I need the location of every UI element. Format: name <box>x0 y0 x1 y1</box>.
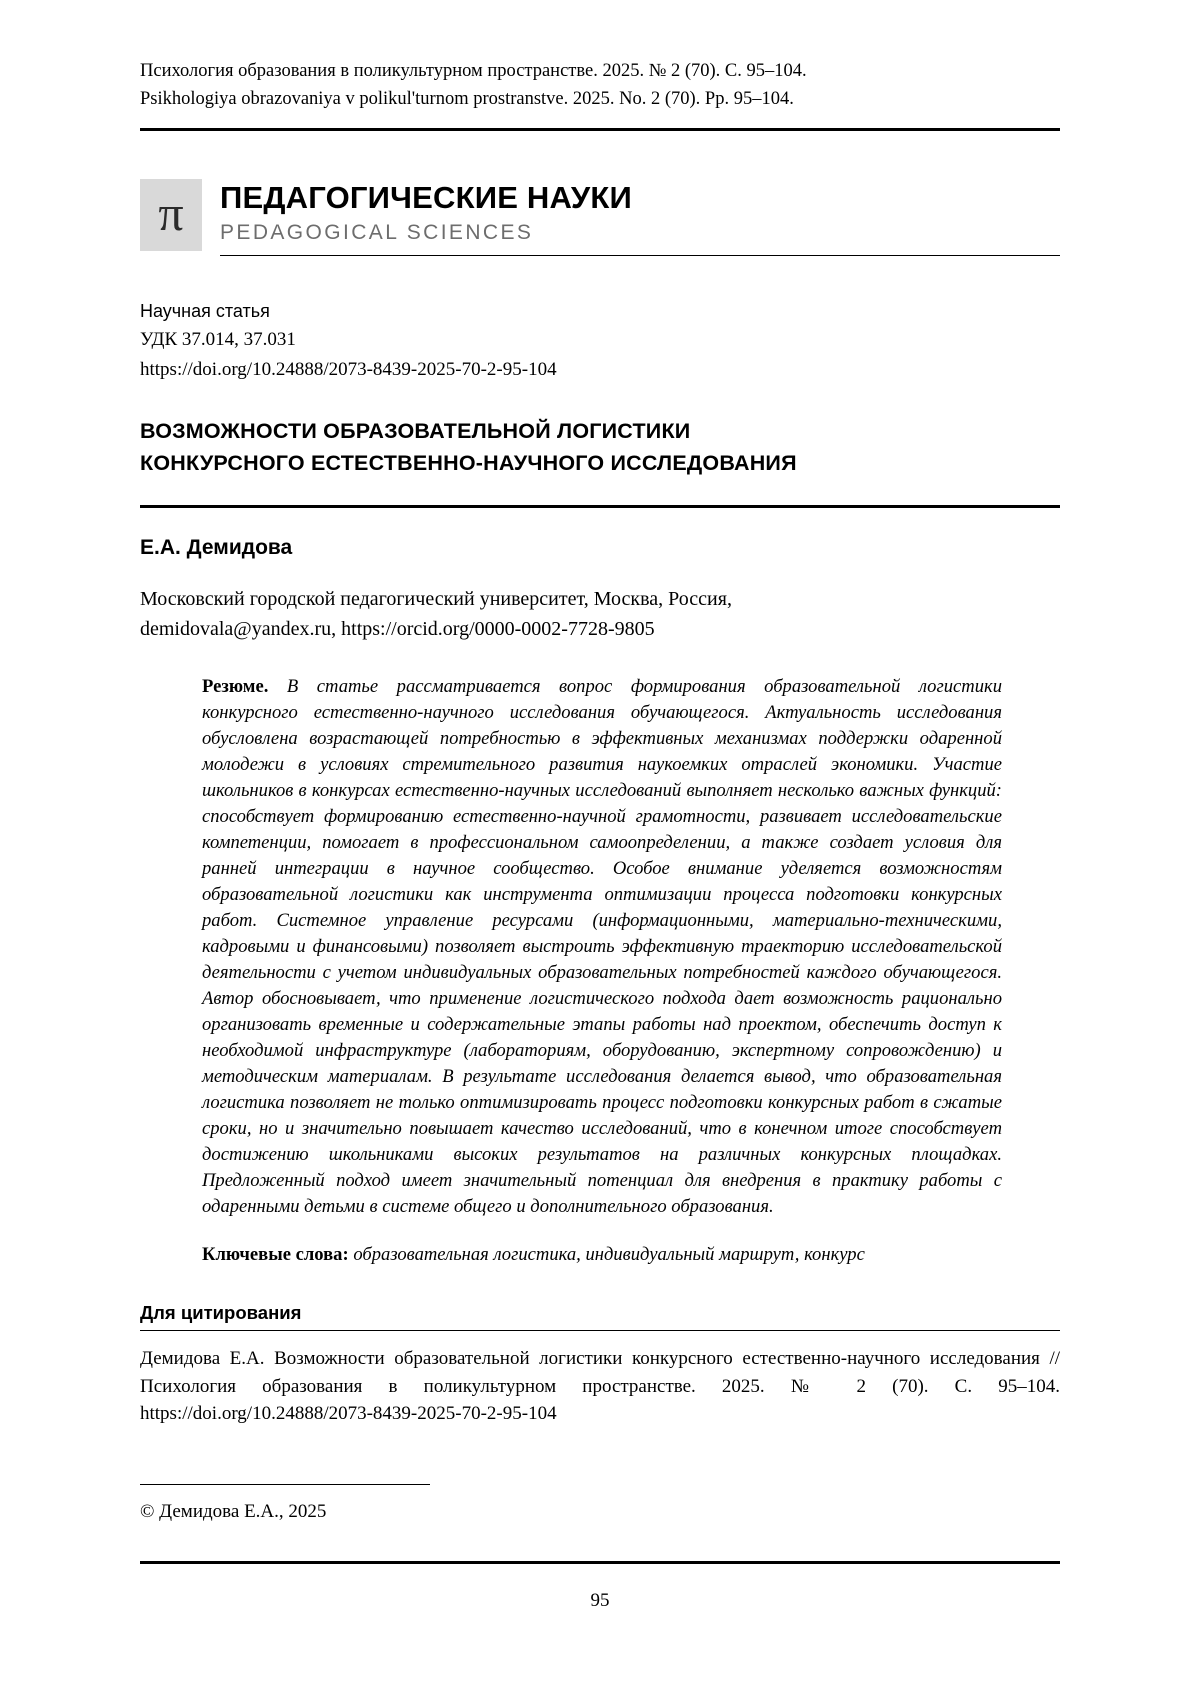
pi-glyph: π <box>158 184 184 241</box>
citation-heading: Для цитирования <box>140 1302 302 1324</box>
doi-link[interactable]: https://doi.org/10.24888/2073-8439-2025-70-2-95-104 <box>140 358 557 380</box>
abstract-label: Резюме. <box>202 675 269 697</box>
section-divider <box>220 255 1060 256</box>
section-titles <box>220 179 1060 256</box>
copyright-notice: © Демидова Е.А., 2025 <box>140 1501 327 1523</box>
running-head-line-ru: Психология образования в поликультурном пространстве. 2025. № 2 (70). С. 95–104. <box>140 61 807 81</box>
keywords-text: образовательная логистика, индивидуальный маршрут, конкурс <box>348 1244 865 1266</box>
header-divider <box>140 128 1060 131</box>
footnote-rule <box>140 1484 430 1485</box>
citation-divider <box>140 1330 1060 1331</box>
page <box>140 0 1060 1697</box>
pi-logo-icon <box>140 179 202 251</box>
keywords-label: Ключевые слова: <box>202 1244 349 1266</box>
udk-code: УДК 37.014, 37.031 <box>140 329 296 351</box>
affiliation-contacts[interactable]: demidovala@yandex.ru, https://orcid.org/0000-0002-7728-9805 <box>140 617 655 640</box>
footer-divider <box>140 1561 1060 1564</box>
article-meta <box>140 298 1060 385</box>
running-head <box>140 0 1060 114</box>
article-title-line1: ВОЗМОЖНОСТИ ОБРАЗОВАТЕЛЬНОЙ ЛОГИСТИКИ <box>140 419 691 444</box>
article-title-line2: КОНКУРСНОГО ЕСТЕСТВЕННО-НАУЧНОГО ИССЛЕДОВАНИЯ <box>140 450 797 475</box>
citation-text: Демидова Е.А. Возможности образовательной логистики конкурсного естественно-научного исследования // Психология образования в поликультурном пространстве. 2025. № 2 (70). С. 95–104. https://doi.org/10.24888/2073-8439-2025-70-2-95-104 <box>140 1348 1060 1425</box>
section-title-ru: ПЕДАГОГИЧЕСКИЕ НАУКИ <box>220 179 632 215</box>
keywords <box>202 1242 1002 1268</box>
article-type: Научная статья <box>140 300 270 321</box>
running-head-line-translit: Psikhologiya obrazovaniya v polikul'turnom prostranstve. 2025. No. 2 (70). Pp. 95–104. <box>140 88 794 109</box>
author-name: Е.А. Демидова <box>140 535 293 559</box>
affiliation <box>140 584 1060 644</box>
page-number: 95 <box>590 1590 610 1612</box>
section-heading <box>140 179 1060 256</box>
title-divider <box>140 505 1060 508</box>
page-title <box>140 416 1060 478</box>
abstract <box>202 674 1002 1221</box>
affiliation-line1: Московский городской педагогический университет, Москва, Россия, <box>140 587 732 610</box>
section-title-en: PEDAGOGICAL SCIENCES <box>220 220 534 244</box>
abstract-text: В статье рассматривается вопрос формирования образовательной логистики конкурсного естественно-научного исследования обучающегося. Актуальность исследования обусловлена возрастающей потребностью в эффективных механизмах поддержки одаренной молодежи в условиях стремительного развития наукоемких отраслей экономики. Участие школьников в конкурсах естественно-научных исследований выполняет несколько важных функций: способствует формированию естественно-научной грамотности, развивает исследовательские компетенции, помогает в профессиональном самоопределении, а также создает условия для ранней интеграции в научное сообщество. Особое внимание уделяется возможностям образовательной логистики как инструмента оптимизации процесса подготовки конкурсных работ. Системное управление ресурсами (информационными, материально-техническими, кадровыми и финансовыми) позволяет выстроить эффективную траекторию исследовательской деятельности с учетом индивидуальных образовательных потребностей каждого обучающегося. Автор обосновывает, что применение логистического подхода дает возможность рационально организовать временные и содержательные этапы работы над проектом, обеспечить доступ к необходимой инфраструктуре (лабораториям, оборудованию, экспертному сопровождению) и методическим материалам. В результате исследования делается вывод, что образовательная логистика позволяет не только оптимизировать процесс подготовки конкурсных работ в сжатые сроки, но и значительно повышает качество исследований, что в конечном итоге способствует достижению школьниками высоких результатов на различных конкурсных площадках. Предложенный подход имеет значительный потенциал для внедрения в практику работы с одаренными детьми в системе общего и дополнительного образования. <box>202 675 1002 1218</box>
